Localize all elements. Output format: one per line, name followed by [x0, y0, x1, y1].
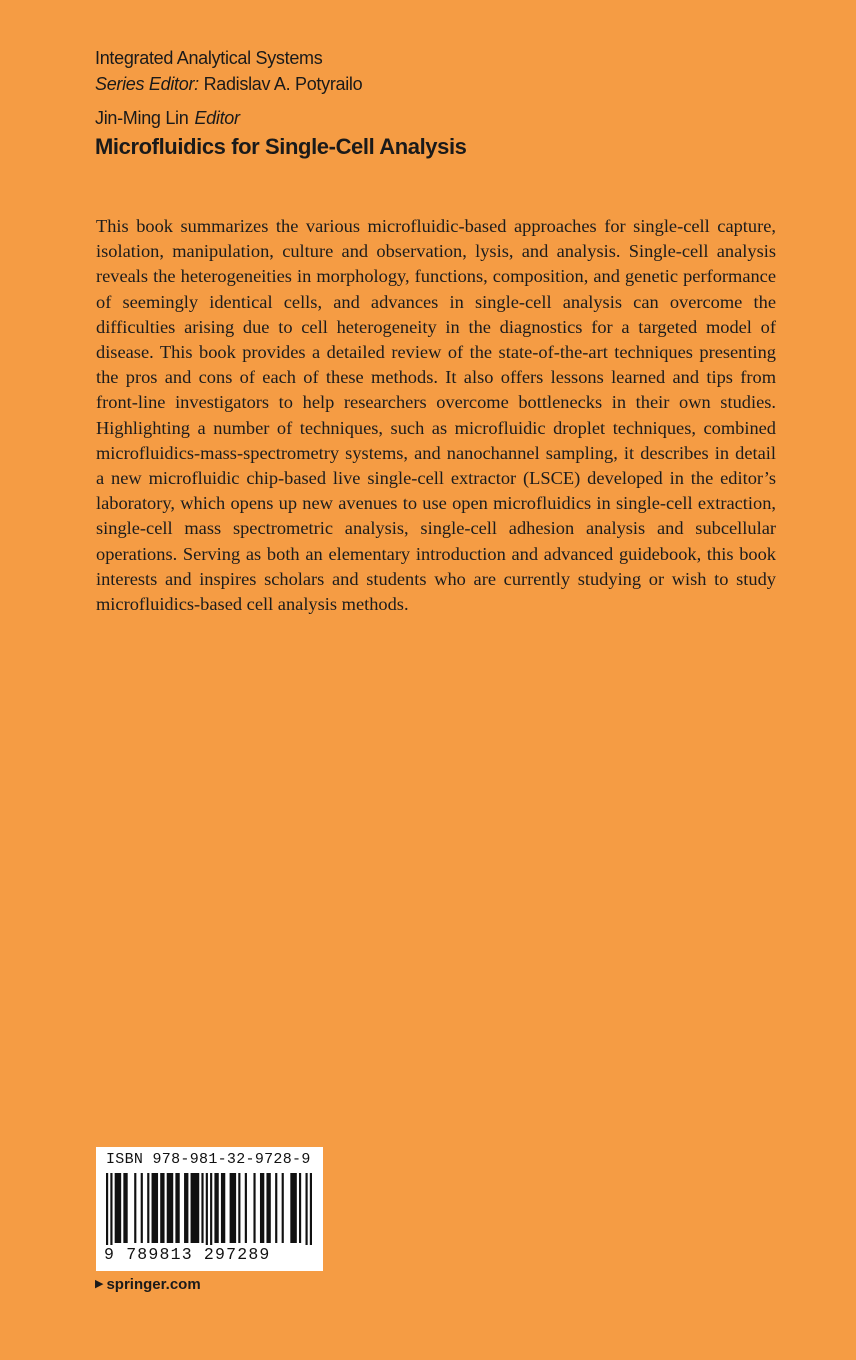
- book-editor-role: Editor: [194, 108, 240, 128]
- book-editor: [95, 106, 467, 130]
- barcode-bar: [152, 1173, 159, 1243]
- barcode-bar: [141, 1173, 143, 1243]
- barcode-bar: [123, 1173, 127, 1243]
- barcode-bar: [147, 1173, 149, 1243]
- series-editor: [95, 72, 467, 96]
- barcode-bar: [167, 1173, 174, 1243]
- barcode-bar: [191, 1173, 200, 1243]
- barcode-bar: [175, 1173, 179, 1243]
- publisher-link[interactable]: [95, 1276, 201, 1293]
- barcode-bar: [290, 1173, 297, 1243]
- triangle-right-icon: ▶: [95, 1278, 104, 1290]
- series-title: Integrated Analytical Systems: [95, 48, 323, 68]
- barcode-bar: [106, 1173, 108, 1251]
- barcode-bar: [245, 1173, 247, 1243]
- barcode-bar: [214, 1173, 218, 1243]
- book-description: This book summarizes the various microfluidic-based approaches for single-cell capture, isolation, manipulation, culture and observation, lysis, and analysis. Single-cell analysis reveals the heterogeneities in morphology, functions, composition, and genetic performance of seemingly identical cells, and advances in single-cell analysis can overcome the difficulties arising due to cell heterogeneity in the diagnostics for a targeted model of disease. This book provides a detailed review of the state-of-the-art techniques presenting the pros and cons of each of these methods. It also offers lessons learned and tips from front-line investigators to help researchers overcome bottlenecks in their own studies. Highlighting a number of techniques, such as microfluidic droplet techniques, combined microfluidics-mass-spectrometry systems, and nanochannel sampling, it describes in detail a new microfluidic chip-based live single-cell extractor (LSCE) developed in the editor’s laboratory, which opens up new avenues to use open microfluidics in single-cell extraction, single-cell mass spectrometric analysis, single-cell adhesion analysis and subcellular operations. Serving as both an elementary introduction and advanced guidebook, this book interests and inspires scholars and students who are currently studying or wish to study microfluidics-based cell analysis methods.: [96, 216, 776, 615]
- cover-header: [95, 44, 467, 162]
- book-editor-name: Jin-Ming Lin: [95, 108, 189, 128]
- barcode-bar: [184, 1173, 188, 1243]
- barcode-bar: [310, 1173, 312, 1251]
- barcode-bars: [106, 1173, 312, 1251]
- publisher-url: springer.com: [106, 1276, 201, 1293]
- barcode-bar: [230, 1173, 237, 1243]
- barcode-bar: [221, 1173, 225, 1243]
- barcode-bar: [238, 1173, 240, 1243]
- barcode-bar: [115, 1173, 122, 1243]
- barcode-bar: [201, 1173, 203, 1243]
- barcode-bar: [210, 1173, 212, 1251]
- book-title: Microfluidics for Single-Cell Analysis: [95, 134, 467, 159]
- barcode-bar: [305, 1173, 307, 1251]
- barcode-digits: 9 789813 297289: [102, 1245, 318, 1264]
- barcode-bar: [266, 1173, 270, 1243]
- series-editor-role: Series Editor:: [95, 74, 199, 94]
- barcode-bar: [134, 1173, 136, 1243]
- barcode-bar: [110, 1173, 112, 1251]
- isbn-label: ISBN 978-981-32-9728-9: [106, 1151, 311, 1168]
- barcode-bar: [206, 1173, 208, 1251]
- barcode-bar: [260, 1173, 264, 1243]
- barcode-bar: [253, 1173, 255, 1243]
- isbn-barcode: [96, 1147, 323, 1271]
- barcode-bar: [299, 1173, 301, 1243]
- barcode-bar: [282, 1173, 284, 1243]
- barcode-bar: [275, 1173, 277, 1243]
- barcode-bar: [160, 1173, 164, 1243]
- series-editor-name: Radislav A. Potyrailo: [203, 74, 363, 94]
